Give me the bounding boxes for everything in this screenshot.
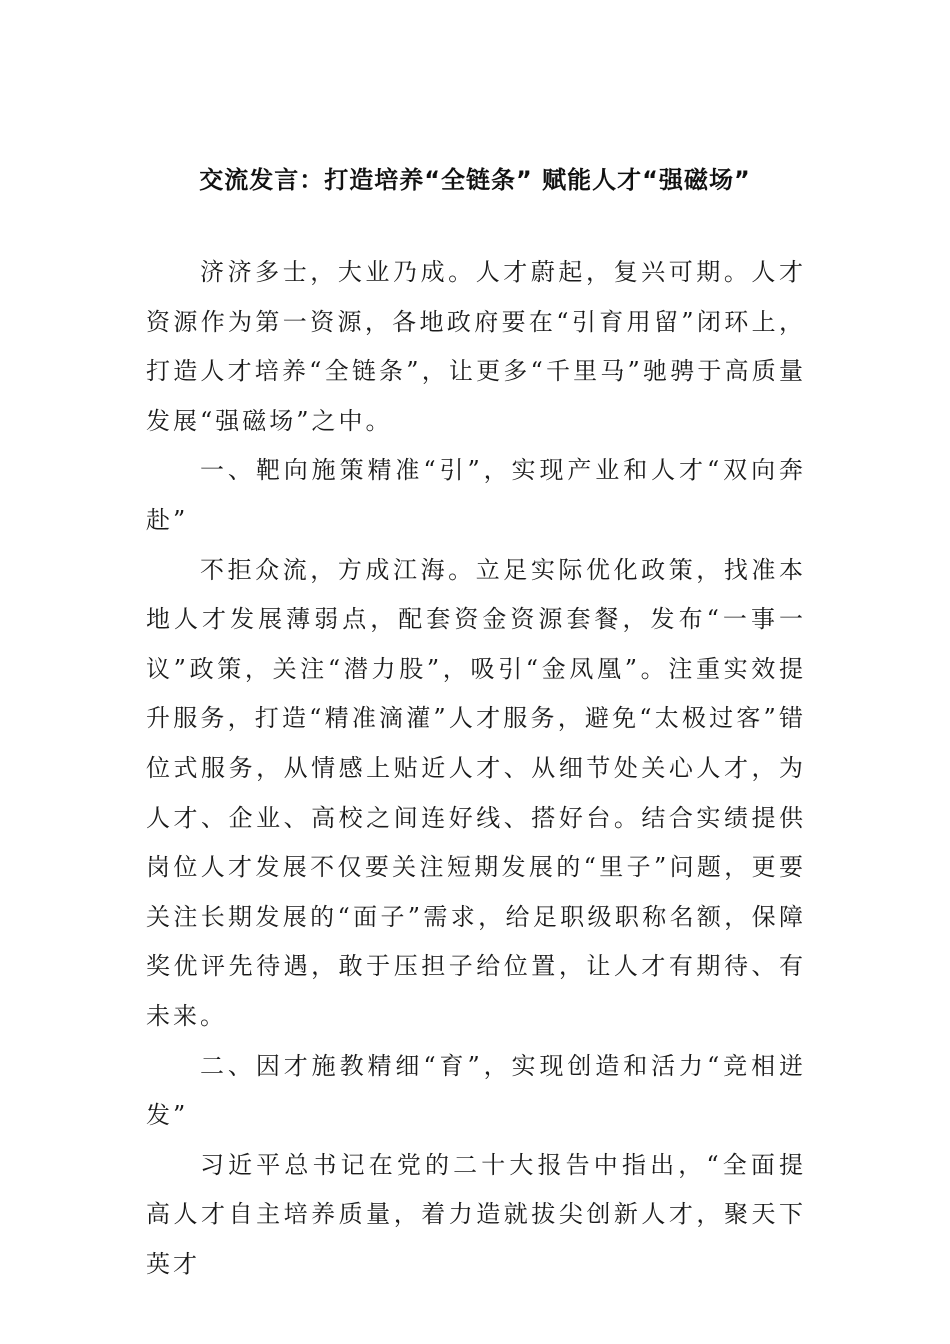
document-body — [146, 248, 806, 1289]
paragraph-section-1: 不拒众流，方成江海。立足实际优化政策，找准本地人才发展薄弱点，配套资金资源套餐，发布“一事一议”政策，关注“潜力股”，吸引“金凤凰”。注重实效提升服务，打造“精准滴灌”人才服务，避免“太极过客”错位式服务，从情感上贴近人才、从细节处关心人才，为人才、企业、高校之间连好线、搭好台。结合实绩提供岗位人才发展不仅要关注短期发展的“里子”问题，更要关注长期发展的“面子”需求，给足职级职称名额，保障奖优评先待遇，敢于压担子给位置，让人才有期待、有未来。 — [146, 555, 806, 1030]
paragraph-section-2: 习近平总书记在党的二十大报告中指出，“全面提高人才自主培养质量，着力造就拔尖创新人才，聚天下英才 — [146, 1150, 806, 1278]
section-heading-2: 二、因才施教精细“育”，实现创造和活力“竞相迸发” — [146, 1051, 806, 1130]
document-title: 交流发言：打造培养“全链条” 赋能人才“强磁场” — [199, 166, 751, 194]
section-heading-1: 一、靶向施策精准“引”，实现产业和人才“双向奔赴” — [146, 456, 806, 534]
paragraph-intro: 济济多士，大业乃成。人才蔚起，复兴可期。人才资源作为第一资源，各地政府要在“引育用留”闭环上，打造人才培养“全链条”，让更多“千里马”驰骋于高质量发展“强磁场”之中。 — [146, 258, 806, 435]
